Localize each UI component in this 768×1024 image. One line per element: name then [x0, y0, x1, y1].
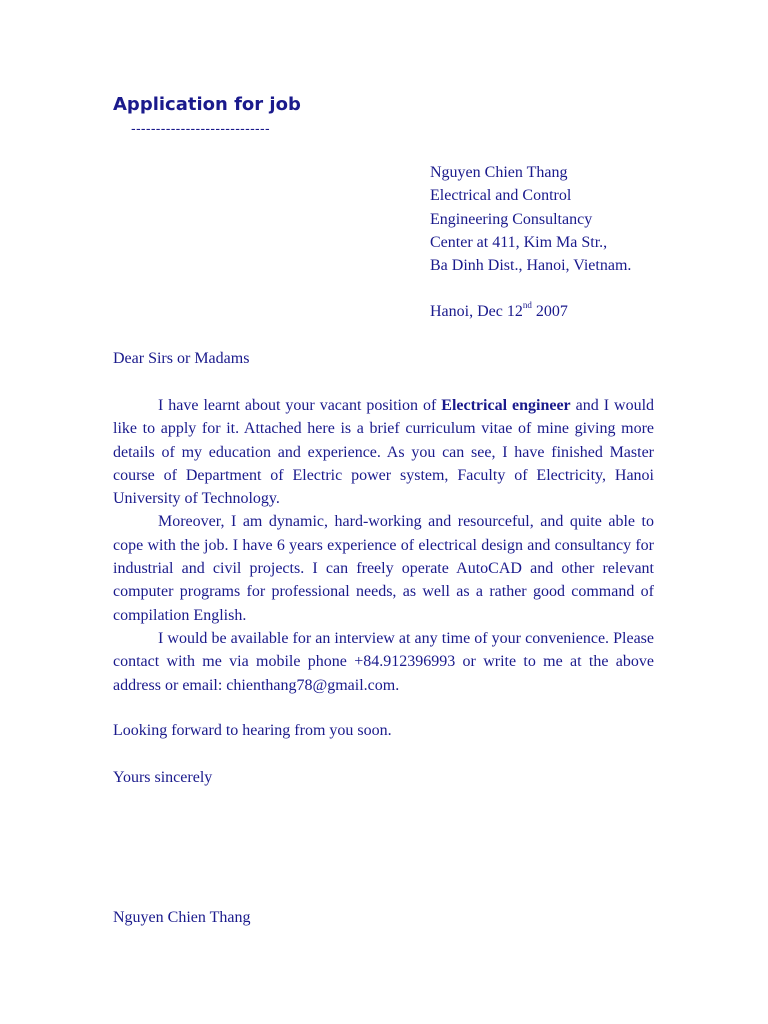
sender-org-line1: Electrical and Control	[430, 187, 572, 205]
sender-name: Nguyen Chien Thang	[430, 164, 568, 181]
letter-title: Application for job	[113, 94, 301, 115]
title-underline: ----------------------------	[131, 120, 270, 136]
date-ordinal-suffix: nd	[522, 299, 532, 310]
body-paragraph-2: Moreover, I am dynamic, hard-working and resourceful, and quite able to cope with the job. I have 6 years experience of electrical design and consultancy for industrial and civil projects. I can freely operate AutoCAD and other relevant computer programs for professional needs, as well as a rather good command of compilation English.	[113, 513, 654, 624]
date-prefix: Hanoi, Dec 12	[430, 303, 523, 320]
sender-org-line2: Engineering Consultancy	[430, 210, 593, 228]
signature-name: Nguyen Chien Thang	[113, 909, 251, 926]
letter-date	[430, 300, 568, 323]
sender-address-block	[430, 161, 730, 277]
position-name: Electrical engineer	[441, 397, 571, 414]
body-paragraph-1	[113, 394, 654, 510]
closing-line: Looking forward to hearing from you soon.	[113, 722, 392, 739]
sign-off: Yours sincerely	[113, 769, 213, 786]
letter-body	[113, 394, 654, 697]
body-paragraph-3: I would be available for an interview at any time of your convenience. Please contact with me via mobile phone +84.912396993 or write to me at the above address or email: chienthang78@gmail.com.	[113, 629, 654, 694]
paragraph1-after: and I would like to apply for it. Attached here is a brief curriculum vitae of mine giving more details of my education and experience. As you can see, I have finished Master course of Department of Electric power system, Faculty of Electricity, Hanoi University of Technology.	[113, 397, 655, 508]
date-year: 2007	[531, 303, 568, 320]
sender-address-line2: Ba Dinh Dist., Hanoi, Vietnam.	[430, 257, 632, 275]
sender-address-line1: Center at 411, Kim Ma Str.,	[430, 233, 608, 251]
salutation: Dear Sirs or Madams	[113, 350, 250, 367]
paragraph1-before: I have learnt about your vacant position of	[158, 397, 442, 414]
